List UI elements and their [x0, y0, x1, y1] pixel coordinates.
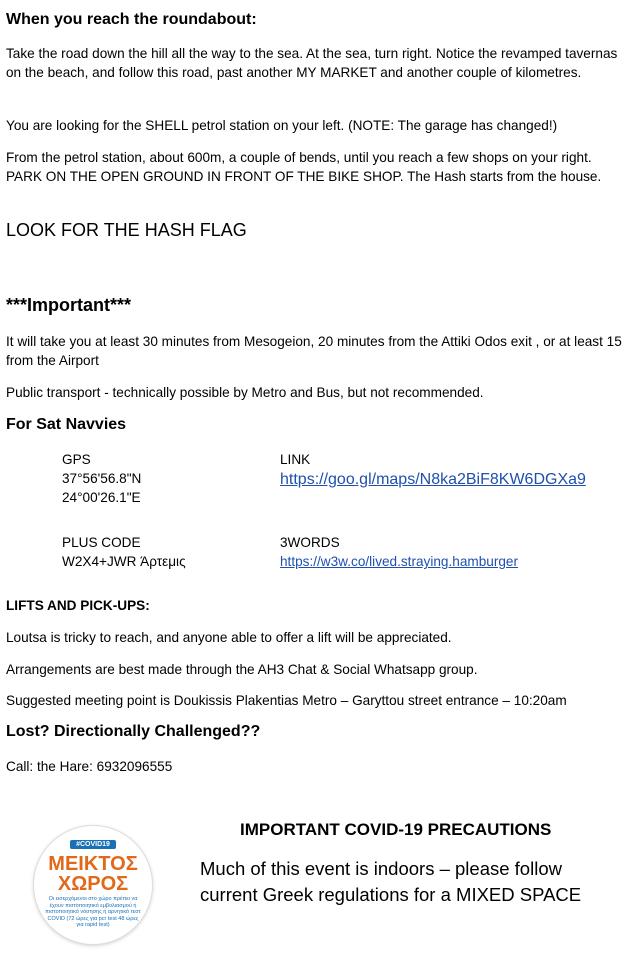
badge-title-line2: ΧΩΡΟΣ [57, 873, 129, 895]
maps-link[interactable]: https://goo.gl/maps/N8ka2BiF8KW6DGXa9 [280, 471, 586, 488]
lifts-note: Loutsa is tricky to reach, and anyone able to offer a lift will be appreciated. [6, 630, 452, 645]
gps-block [62, 450, 141, 507]
roundabout-directions: Take the road down the hill all the way to the sea. At the sea, turn right. Notice the revamped tavernas on the beach, and follow this road, past another MY MARKET and another couple of kilometres. [6, 46, 618, 80]
plus-code-block [62, 533, 186, 571]
meeting-point-note: Suggested meeting point is Doukissis Plakentias Metro – Garyttou street entrance – 10:20am [6, 693, 567, 708]
public-transport-note: Public transport - technically possible by Metro and Bus, but not recommended. [6, 385, 484, 400]
badge-title-line1: ΜΕΙΚΤΟΣ [48, 853, 138, 875]
three-words-link[interactable]: https://w3w.co/lived.straying.hamburger [280, 554, 519, 569]
covid-hashtag: #COVID19 [70, 840, 116, 849]
lost-heading: Lost? Directionally Challenged?? [6, 723, 261, 740]
lifts-heading: LIFTS AND PICK-UPS: [6, 598, 150, 613]
parking-directions: From the petrol station, about 600m, a couple of bends, until you reach a few shops on your right. PARK ON THE OPEN GROUND IN FRONT OF THE BIKE SHOP. The Hash starts from the house. [6, 150, 602, 184]
shell-station-note: You are looking for the SHELL petrol station on your left. (NOTE: The garage has changed!) [6, 118, 558, 133]
plus-code-value: W2X4+JWR Άρτεμις [62, 554, 186, 569]
covid-text-line2: current Greek regulations for a MIXED SPACE [200, 884, 582, 905]
three-words-block [280, 533, 518, 571]
roundabout-heading: When you reach the roundabout: [6, 11, 257, 28]
important-heading: ***Important*** [6, 295, 132, 315]
hash-flag-note: LOOK FOR THE HASH FLAG [6, 220, 247, 240]
covid-text-line1: Much of this event is indoors – please follow [200, 858, 562, 879]
satnav-heading: For Sat Navvies [6, 416, 127, 433]
badge-small-print: Οι εισερχόμενοι στο χώρο πρέπει να έχουν πιστοποιητικό εμβολιασμού ή πιστοποιητικό νόσησης ή αρνητικό τεστ COVID (72 ώρες για pcr test 48 ώρες για rapid test) [45, 896, 141, 928]
link-label: LINK [280, 452, 311, 467]
gps-label: GPS [62, 452, 91, 467]
gps-longitude: 24°00'26.1"E [62, 490, 141, 505]
covid-title: IMPORTANT COVID-19 PRECAUTIONS [240, 820, 552, 839]
mixed-space-badge [34, 826, 152, 944]
covid-text [200, 856, 581, 908]
whatsapp-note: Arrangements are best made through the AH3 Chat & Social Whatsapp group. [6, 662, 478, 677]
three-words-label: 3WORDS [280, 535, 340, 550]
hare-phone: Call: the Hare: 6932096555 [6, 759, 173, 774]
travel-time-note: It will take you at least 30 minutes from Mesogeion, 20 minutes from the Attiki Odos exit , or at least 15 from the Airport [6, 334, 622, 368]
link-block [280, 450, 586, 491]
plus-code-label: PLUS CODE [62, 535, 141, 550]
gps-latitude: 37°56'56.8"N [62, 471, 142, 486]
